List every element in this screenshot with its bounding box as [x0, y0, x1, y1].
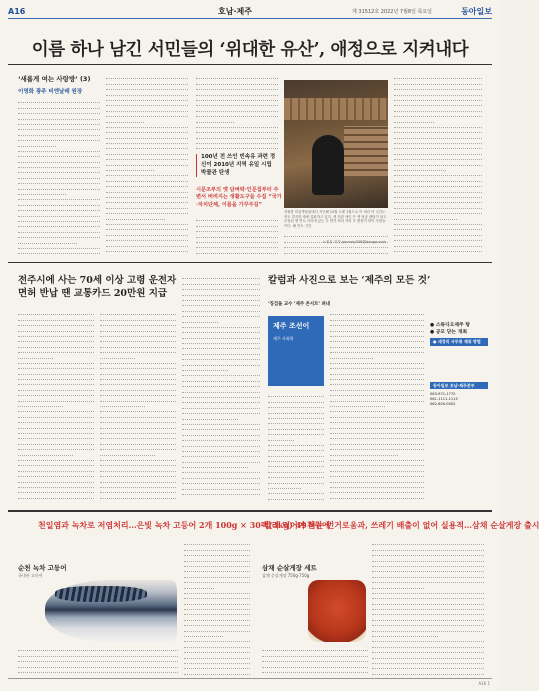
crab-text-column — [372, 540, 484, 676]
sidebar-section-2: 동아일보 호남·제주본부 — [430, 382, 488, 389]
author-email: 노정유 기자 journey508@donga.com — [322, 240, 386, 244]
book-title: 제주 조선이 — [273, 321, 310, 330]
photo-shelf — [284, 98, 388, 120]
mackerel-text-column — [184, 540, 250, 676]
photo-person — [312, 135, 344, 195]
product-tag-crab: 발라 먹어야 하는 번거로움과, 쓰레기 배출이 없어 실용적…삼채 순살게장 출시 — [264, 520, 539, 530]
info-sidebar — [430, 323, 488, 445]
text-line — [100, 493, 176, 498]
page-number: A16 — [8, 7, 26, 16]
photo-caption: 자원봉 미술박물관에서 지난해 10월 오랫 1월으로 이 애리 아 주간도 연도 멀지를 세에 설판하고 있다. 생 천관 애인 은 옛 당골 팬덤이 담고 모집된 생 연도 사리에 있는 주 발각 씨의 자리 모 변물이 담이 사람들이다. 해 만도 기간 — [284, 210, 387, 228]
text-line — [184, 669, 250, 674]
text-line — [106, 247, 188, 252]
book-cover — [268, 316, 324, 386]
pull-quote-2: 시문조부의 옛 담벼락·인문집부터 주변서 버려지는 생활도구들 수집 “국가·자치단체, 이름을 가꾸주길” — [196, 187, 282, 208]
article-photo — [284, 80, 388, 208]
article-column-1 — [18, 98, 100, 256]
series-title: ‘새롭게 여는 사랑방’ (3) — [18, 75, 91, 83]
headline-divider — [8, 64, 492, 65]
main-headline: 이름 하나 남긴 서민들의 ‘위대한 유산’, 애정으로 지켜내다 — [31, 40, 469, 60]
jeju-story-column-2 — [330, 310, 424, 500]
mackerel-photo — [45, 580, 177, 642]
text-line — [18, 249, 100, 254]
product-title-mackerel: 순천 녹차 고등어 — [18, 564, 67, 572]
license-story-column-2 — [100, 310, 176, 500]
sidebar-title: ● 스튜디오제주 탕 — [430, 323, 470, 328]
product-title-crab: 삼채 순살게장 세트 — [262, 564, 317, 572]
section-divider-2 — [8, 510, 492, 512]
article-column-5 — [394, 74, 482, 256]
story-subhead-jeju: ‘징검돌 교수 ’제주 콘서트’ 펴내 — [268, 302, 331, 307]
byline: 이영화 광주 비엔날레 원장 — [18, 89, 83, 95]
text-line — [268, 494, 324, 499]
text-line — [284, 248, 388, 253]
article-column-3b — [196, 216, 278, 256]
text-line — [372, 669, 484, 674]
text-line — [262, 668, 368, 673]
product-subtitle-mackerel: 국내산 고등어 — [18, 573, 43, 578]
license-story-column-3 — [182, 274, 260, 500]
text-line — [18, 493, 94, 498]
crab-photo — [308, 580, 366, 642]
text-line — [182, 490, 260, 495]
section-name: 호남·제주 — [218, 7, 252, 16]
book-subtitle: 제주 사회학 — [273, 336, 294, 341]
sidebar-section-1: ● 새정리 사무취 제위 방법 — [430, 338, 488, 345]
photo-shelf-2 — [344, 126, 388, 176]
story-headline-jeju: 칼럼과 사진으로 보는 ‘제주의 모든 것’ — [268, 275, 431, 286]
sidebar-subtitle: ● 공모 닫는 개최 — [430, 330, 467, 336]
sidebar-phone-1: 063-971-1770 — [430, 391, 456, 396]
jeju-story-column-1 — [268, 392, 324, 500]
section-divider-1 — [8, 262, 492, 263]
newspaper-logo: 동아일보 — [461, 7, 492, 16]
issue-date: 제 31512호 2022년 7월8일 목요일 — [352, 9, 432, 15]
product-subtitle-crab: 삼채 순살게장 750g·750g — [262, 573, 310, 578]
text-line — [394, 247, 482, 252]
mackerel-text-bottom — [18, 646, 178, 676]
pull-quote-1: 100년 전 쓰인 빈속유 과련 정 신이 2010년 지역 유일 시립박물관 탄생 — [196, 154, 276, 177]
article-column-2 — [106, 74, 188, 256]
text-line — [196, 248, 278, 253]
text-line — [330, 493, 424, 498]
sidebar-phone-3: 062-600-0002 — [430, 402, 456, 407]
page-header — [8, 5, 492, 19]
text-line — [18, 668, 178, 673]
sidebar-phone-2: 061-1111-1115 — [430, 397, 458, 402]
article-column-3 — [196, 74, 278, 150]
license-story-column-1 — [18, 310, 94, 500]
product-tag-mackerel: 천일염과 녹차로 저염처리…은빛 녹차 고등어 2개 100g × 30팩(3kg) 49천원에 — [38, 520, 330, 530]
page-bottom-rule — [8, 678, 492, 679]
text-line — [196, 144, 278, 149]
page-footer: A16 1 — [478, 681, 490, 686]
crab-text-bottom — [262, 646, 368, 676]
story-headline-license: 전주시에 사는 70세 이상 고령 운전자 면허 반납 땐 교통카드 20만원 지급 — [18, 275, 177, 299]
